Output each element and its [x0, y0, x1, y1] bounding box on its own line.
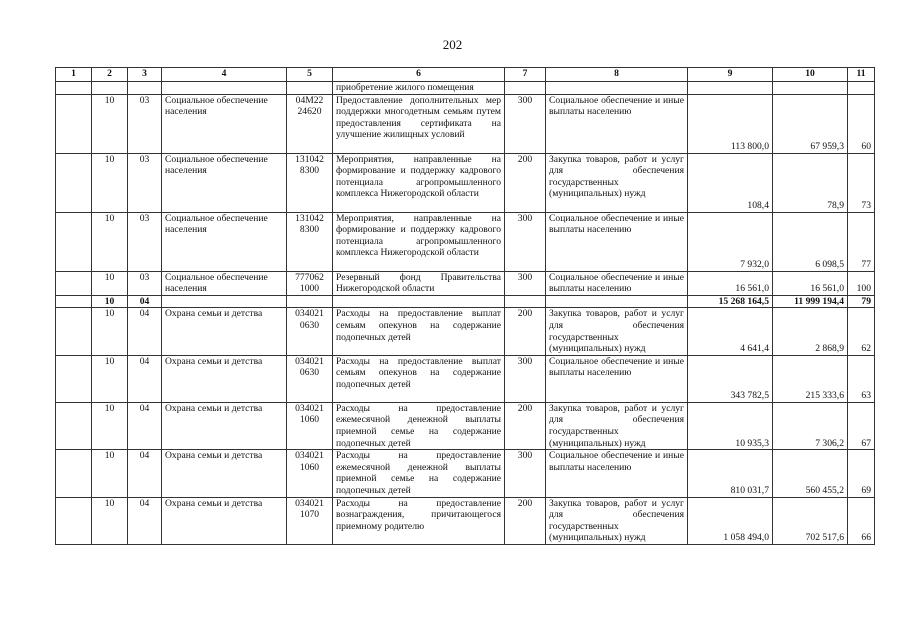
expense-type-name: Закупка товаров, работ и услуг для обеспечения государственных (муниципальных) нужд [546, 402, 688, 449]
table-cell [287, 295, 333, 308]
subtotal-row [56, 295, 875, 308]
expense-type-code: 300 [505, 94, 546, 153]
target-article-code: 131042 8300 [287, 153, 333, 212]
table-cell [505, 295, 546, 308]
executed-amount: 11 999 194,4 [773, 295, 848, 308]
execution-percent: 100 [848, 271, 875, 295]
section-code: 10 [92, 402, 128, 449]
section-code: 10 [92, 212, 128, 271]
section-code: 10 [92, 295, 128, 308]
table-row [56, 497, 875, 544]
table-row [56, 212, 875, 271]
table-cell [92, 82, 128, 95]
continuation-text: приобретение жилого помещения [333, 82, 505, 95]
article-description: Расходы на предоставление ежемесячной денежной выплаты приемной семье на содержание подопечных детей [333, 450, 505, 497]
header-cell: 6 [333, 68, 505, 82]
header-cell: 4 [162, 68, 287, 82]
execution-percent: 67 [848, 402, 875, 449]
subsection-name: Социальное обеспечение населения [162, 153, 287, 212]
executed-amount: 6 098,5 [773, 212, 848, 271]
header-cell: 3 [128, 68, 162, 82]
table-cell [56, 308, 92, 355]
expense-type-name: Закупка товаров, работ и услуг для обеспечения государственных (муниципальных) нужд [546, 153, 688, 212]
table-cell [56, 82, 92, 95]
expense-type-code: 300 [505, 355, 546, 402]
executed-amount: 560 455,2 [773, 450, 848, 497]
section-code: 10 [92, 271, 128, 295]
target-article-code: 034021 0630 [287, 308, 333, 355]
subsection-name: Охрана семьи и детства [162, 497, 287, 544]
article-description: Мероприятия, направленные на формирование и поддержку кадрового потенциала агропромышленного комплекса Нижегородской области [333, 212, 505, 271]
table-row [56, 355, 875, 402]
expense-type-code: 300 [505, 271, 546, 295]
subsection-code: 04 [128, 355, 162, 402]
subsection-name: Охрана семьи и детства [162, 450, 287, 497]
execution-percent: 60 [848, 94, 875, 153]
planned-amount: 16 561,0 [688, 271, 773, 295]
executed-amount: 215 333,6 [773, 355, 848, 402]
subsection-code: 03 [128, 94, 162, 153]
expense-type-name: Социальное обеспечение и иные выплаты населению [546, 450, 688, 497]
article-description: Расходы на предоставление выплат семьям опекунов на содержание подопечных детей [333, 355, 505, 402]
table-cell [546, 295, 688, 308]
table-cell [56, 355, 92, 402]
table-cell [546, 82, 688, 95]
target-article-code: 034021 1070 [287, 497, 333, 544]
continuation-row [56, 82, 875, 95]
table-cell [56, 402, 92, 449]
executed-amount: 16 561,0 [773, 271, 848, 295]
planned-amount: 343 782,5 [688, 355, 773, 402]
planned-amount: 1 058 494,0 [688, 497, 773, 544]
executed-amount: 702 517,6 [773, 497, 848, 544]
subsection-name: Социальное обеспечение населения [162, 212, 287, 271]
subsection-code: 04 [128, 450, 162, 497]
target-article-code: 034021 1060 [287, 450, 333, 497]
table-cell [56, 153, 92, 212]
table-cell [848, 82, 875, 95]
section-code: 10 [92, 355, 128, 402]
table-cell [56, 212, 92, 271]
table-cell [162, 295, 287, 308]
table-cell [56, 450, 92, 497]
table-row [56, 94, 875, 153]
table-row [56, 402, 875, 449]
subsection-name: Охрана семьи и детства [162, 308, 287, 355]
article-description: Мероприятия, направленные на формирование и поддержку кадрового потенциала агропромышленного комплекса Нижегородской области [333, 153, 505, 212]
header-row [56, 68, 875, 82]
execution-percent: 62 [848, 308, 875, 355]
target-article-code: 131042 8300 [287, 212, 333, 271]
expense-type-name: Закупка товаров, работ и услуг для обеспечения государственных (муниципальных) нужд [546, 497, 688, 544]
subsection-code: 04 [128, 295, 162, 308]
header-cell: 5 [287, 68, 333, 82]
planned-amount: 810 031,7 [688, 450, 773, 497]
table-cell [688, 82, 773, 95]
subsection-name: Охрана семьи и детства [162, 402, 287, 449]
subsection-name: Социальное обеспечение населения [162, 94, 287, 153]
planned-amount: 113 800,0 [688, 94, 773, 153]
planned-amount: 7 932,0 [688, 212, 773, 271]
article-description: Расходы на предоставление вознаграждения, причитающегося приемному родителю [333, 497, 505, 544]
table-row [56, 450, 875, 497]
execution-percent: 77 [848, 212, 875, 271]
section-code: 10 [92, 94, 128, 153]
expense-type-code: 200 [505, 308, 546, 355]
header-cell: 11 [848, 68, 875, 82]
table-row [56, 271, 875, 295]
planned-amount: 10 935,3 [688, 402, 773, 449]
budget-table [55, 67, 875, 545]
expense-type-name: Социальное обеспечение и иные выплаты населению [546, 271, 688, 295]
executed-amount: 2 868,9 [773, 308, 848, 355]
subsection-name: Социальное обеспечение населения [162, 271, 287, 295]
subsection-code: 04 [128, 497, 162, 544]
header-cell: 7 [505, 68, 546, 82]
article-description: Предоставление дополнительных мер поддержки многодетным семьям путем предоставления сертификата на улучшение жилищных условий [333, 94, 505, 153]
table-cell [56, 94, 92, 153]
execution-percent: 66 [848, 497, 875, 544]
subsection-name: Охрана семьи и детства [162, 355, 287, 402]
table-row [56, 308, 875, 355]
header-cell: 10 [773, 68, 848, 82]
expense-type-code: 200 [505, 153, 546, 212]
section-code: 10 [92, 308, 128, 355]
expense-type-name: Социальное обеспечение и иные выплаты населению [546, 94, 688, 153]
execution-percent: 73 [848, 153, 875, 212]
execution-percent: 69 [848, 450, 875, 497]
execution-percent: 79 [848, 295, 875, 308]
article-description: Резервный фонд Правительства Нижегородской области [333, 271, 505, 295]
table-cell [333, 295, 505, 308]
section-code: 10 [92, 450, 128, 497]
header-cell: 9 [688, 68, 773, 82]
subsection-code: 04 [128, 402, 162, 449]
header-cell: 1 [56, 68, 92, 82]
header-cell: 2 [92, 68, 128, 82]
section-code: 10 [92, 497, 128, 544]
planned-amount: 15 268 164,5 [688, 295, 773, 308]
executed-amount: 7 306,2 [773, 402, 848, 449]
subsection-code: 04 [128, 308, 162, 355]
table-cell [505, 82, 546, 95]
execution-percent: 63 [848, 355, 875, 402]
target-article-code: 034021 0630 [287, 355, 333, 402]
subsection-code: 03 [128, 153, 162, 212]
expense-type-code: 200 [505, 402, 546, 449]
table-cell [773, 82, 848, 95]
subsection-code: 03 [128, 271, 162, 295]
table-cell [162, 82, 287, 95]
table-cell [56, 295, 92, 308]
planned-amount: 108,4 [688, 153, 773, 212]
expense-type-code: 300 [505, 450, 546, 497]
planned-amount: 4 641,4 [688, 308, 773, 355]
expense-type-name: Закупка товаров, работ и услуг для обеспечения государственных (муниципальных) нужд [546, 308, 688, 355]
article-description: Расходы на предоставление выплат семьям опекунов на содержание подопечных детей [333, 308, 505, 355]
expense-type-name: Социальное обеспечение и иные выплаты населению [546, 355, 688, 402]
table-row [56, 153, 875, 212]
expense-type-code: 200 [505, 497, 546, 544]
executed-amount: 78,9 [773, 153, 848, 212]
page-number: 202 [442, 37, 463, 52]
executed-amount: 67 959,3 [773, 94, 848, 153]
target-article-code: 777062 1000 [287, 271, 333, 295]
subsection-code: 03 [128, 212, 162, 271]
table-cell [56, 271, 92, 295]
table-cell [56, 497, 92, 544]
article-description: Расходы на предоставление ежемесячной денежной выплаты приемной семье на содержание подопечных детей [333, 402, 505, 449]
expense-type-name: Социальное обеспечение и иные выплаты населению [546, 212, 688, 271]
expense-type-code: 300 [505, 212, 546, 271]
target-article-code: 034021 1060 [287, 402, 333, 449]
table-cell [128, 82, 162, 95]
header-cell: 8 [546, 68, 688, 82]
section-code: 10 [92, 153, 128, 212]
target-article-code: 04М22 24620 [287, 94, 333, 153]
table-cell [287, 82, 333, 95]
